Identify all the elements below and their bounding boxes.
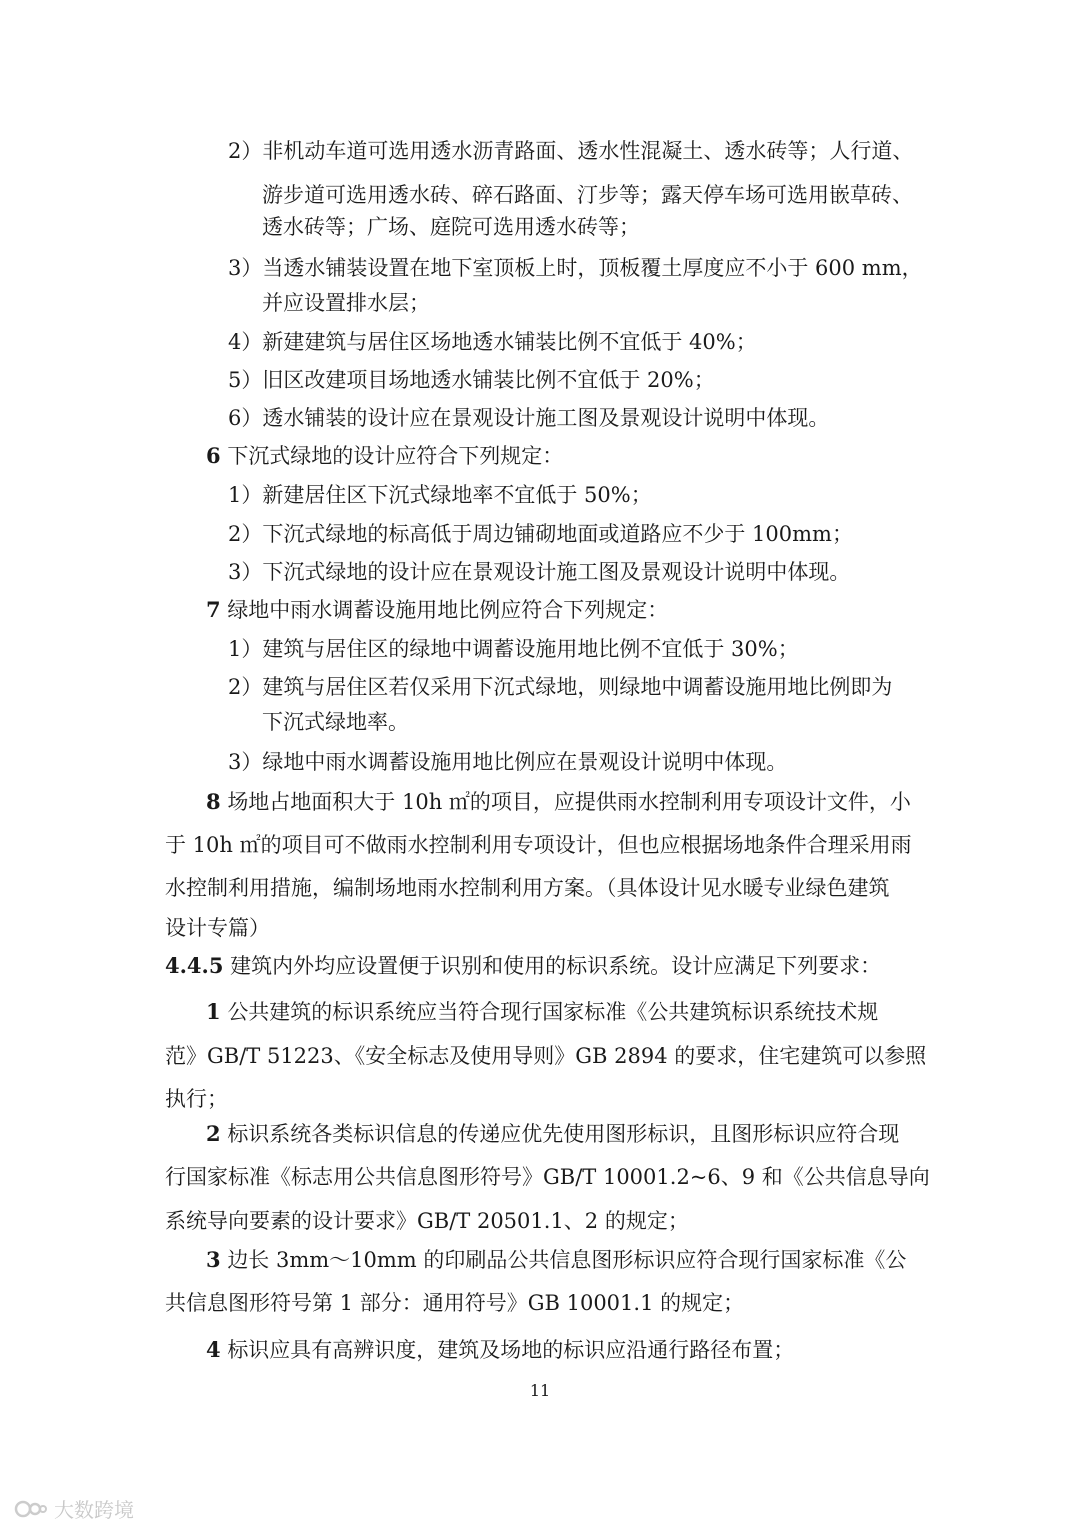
clause-heading: 4 标识应具有高辨识度，建筑及场地的标识应沿通行路径布置； xyxy=(206,1337,795,1362)
text-line: 1）新建居住区下沉式绿地率不宜低于 50%； xyxy=(228,483,652,507)
text-line: 3）绿地中雨水调蓄设施用地比例应在景观设计说明中体现。 xyxy=(228,750,788,774)
text-line: 于 10h ㎡的项目可不做雨水控制利用专项设计，但也应根据场地条件合理采用雨 xyxy=(165,833,912,857)
text-line: 2）建筑与居住区若仅采用下沉式绿地，则绿地中调蓄设施用地比例即为 xyxy=(228,675,893,699)
watermark-text: 大数跨境 xyxy=(54,1498,134,1522)
text-line: 设计专篇） xyxy=(165,916,270,940)
clause-heading: 8 场地占地面积大于 10h ㎡的项目，应提供雨水控制利用专项设计文件，小 xyxy=(206,789,911,814)
text-line: 游步道可选用透水砖、碎石路面、汀步等；露天停车场可选用嵌草砖、 xyxy=(262,183,913,207)
section-heading: 4.4.5 建筑内外均应设置便于识别和使用的标识系统。设计应满足下列要求： xyxy=(165,953,882,978)
text-line: 下沉式绿地率。 xyxy=(262,710,409,734)
text-line: 2）非机动车道可选用透水沥青路面、透水性混凝土、透水砖等；人行道、 xyxy=(228,139,914,163)
clause-heading: 1 公共建筑的标识系统应当符合现行国家标准《公共建筑标识系统技术规 xyxy=(206,999,879,1024)
text-line: 5）旧区改建项目场地透水铺装比例不宜低于 20%； xyxy=(228,368,715,392)
text-line: 执行； xyxy=(165,1087,228,1111)
text-line: 3）下沉式绿地的设计应在景观设计施工图及景观设计说明中体现。 xyxy=(228,560,851,584)
clause-heading: 7 绿地中雨水调蓄设施用地比例应符合下列规定： xyxy=(206,597,669,622)
clause-heading: 6 下沉式绿地的设计应符合下列规定： xyxy=(206,443,564,468)
text-line: 水控制利用措施，编制场地雨水控制利用方案。（具体设计见水暖专业绿色建筑 xyxy=(165,876,890,900)
text-line: 1）建筑与居住区的绿地中调蓄设施用地比例不宜低于 30%； xyxy=(228,637,799,661)
clause-heading: 2 标识系统各类标识信息的传递应优先使用图形标识，且图形标识应符合现 xyxy=(206,1121,900,1146)
watermark-logo-icon xyxy=(14,1498,48,1520)
text-line: 行国家标准《标志用公共信息图形符号》GB/T 10001.2~6、9 和《公共信息导向 xyxy=(165,1165,930,1189)
text-line: 3）当透水铺装设置在地下室顶板上时，顶板覆土厚度应不小于 600 mm， xyxy=(228,256,923,280)
watermark xyxy=(14,1494,134,1523)
clause-heading: 3 边长 3mm～10mm 的印刷品公共信息图形标识应符合现行国家标准《公 xyxy=(206,1247,907,1272)
text-line: 透水砖等；广场、庭院可选用透水砖等； xyxy=(262,215,640,239)
text-line: 6）透水铺装的设计应在景观设计施工图及景观设计说明中体现。 xyxy=(228,406,830,430)
text-line: 范》GB/T 51223、《安全标志及使用导则》GB 2894 的要求，住宅建筑可以参照 xyxy=(165,1044,927,1068)
text-line: 系统导向要素的设计要求》GB/T 20501.1、2 的规定； xyxy=(165,1209,689,1233)
text-line: 2）下沉式绿地的标高低于周边铺砌地面或道路应不少于 100mm； xyxy=(228,522,853,546)
text-line: 共信息图形符号第 1 部分：通用符号》GB 10001.1 的规定； xyxy=(165,1291,745,1315)
text-line: 并应设置排水层； xyxy=(262,291,430,315)
text-line: 4）新建建筑与居住区场地透水铺装比例不宜低于 40%； xyxy=(228,330,757,354)
page-number: 11 xyxy=(529,1381,551,1400)
